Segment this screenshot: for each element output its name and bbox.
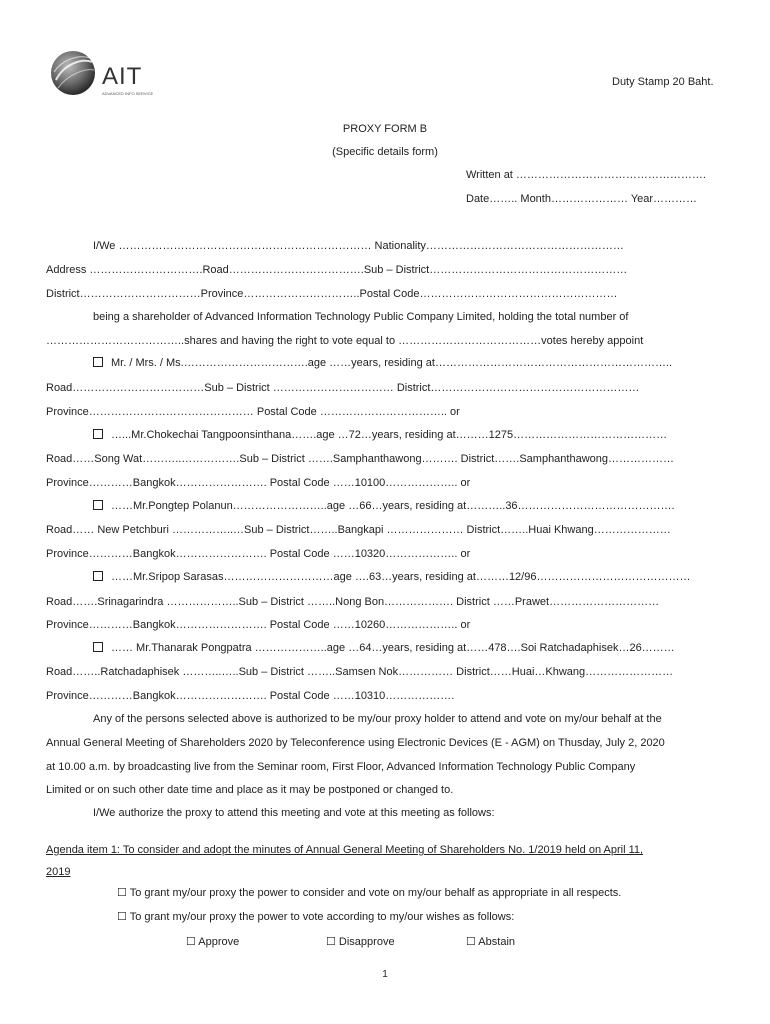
agenda-item-heading-cont: 2019 [46,866,71,878]
proxy-line: …… Mr.Thanarak Pongpatra ………………..age …64…years, residing at……478….Soi Ratchadaphisek…26……… [93,641,675,655]
company-logo [46,50,176,102]
shares-line: ………………………………..shares and having the right to vote equal to …………………………………votes hereby appoint [46,335,644,347]
address-line: Address ………………………….Road……………………………….Sub – District……………………………………………… [46,264,628,276]
proxy-road-line: Road…….Srinagarindra ………………..Sub – District ……..Nong Bon………………. District ……Prawet………………………… [46,596,660,608]
proxy-checkbox[interactable] [93,571,103,581]
authorization-paragraph-line: Limited or on such other date time and place as it may be postponed or changed to. [46,784,454,796]
page-number: 1 [382,969,388,980]
proxy-province-line: Province…………Bangkok……………………. Postal Code ……10260……………….. or [46,619,471,631]
authorization-paragraph-line: Annual General Meeting of Shareholders 2020 by Teleconference using Electronic Devices (E - AGM) on Thusday, July 2, 2020 [46,737,665,749]
approve-option[interactable]: ☐ Approve [186,936,240,948]
proxy-line: ……Mr.Pongtep Polanun……………………..age …66…years, residing at………..36……………………………………. [93,499,675,513]
option-full-power[interactable]: ☐ To grant my/our proxy the power to consider and vote on my/our behalf as appropriate in all respects. [117,887,622,899]
form-title: PROXY FORM B [342,123,428,135]
proxy-province-line: Province…………Bangkok……………………. Postal Code ……10310………………. [46,690,455,702]
proxy-checkbox[interactable] [93,429,103,439]
proxy-checkbox[interactable] [93,500,103,510]
proxy-line: ……Mr.Sripop Sarasas…………………………age ….63…years, residing at………12/96…………………………………… [93,570,690,584]
proxy-road-line: Road………………………………Sub – District …………………………… District………………………………………………… [46,382,640,394]
agenda-item-heading: Agenda item 1: To consider and adopt the minutes of Annual General Meeting of Shareholders No. 1/2019 held on April 11, [46,844,644,856]
proxy-province-line: Province……………………………………… Postal Code …………………………….. or [46,406,460,418]
disapprove-option[interactable]: ☐ Disapprove [326,936,395,948]
proxy-province-line: Province…………Bangkok……………………. Postal Code ……10100……………….. or [46,477,471,489]
shareholder-name-line: I/We …………………………………………………………… Nationality……………………………………………… [93,240,624,252]
option-specific-vote[interactable]: ☐ To grant my/our proxy the power to vote according to my/our wishes as follows: [117,911,515,923]
proxy-province-line: Province…………Bangkok……………………. Postal Code ……10320……………….. or [46,548,471,560]
shareholder-statement: being a shareholder of Advanced Information Technology Public Company Limited, holding the total number of [93,311,629,323]
proxy-checkbox[interactable] [93,357,103,367]
authorization-paragraph-line: at 10.00 a.m. by broadcasting live from the Seminar room, First Floor, Advanced Information Technology Public Company [46,761,636,773]
authorization-paragraph-line: Any of the persons selected above is authorized to be my/our proxy holder to attend and vote on my/our behalf at the [93,713,662,725]
district-line: District……………………………Province…………………………..Postal Code……………………………………………… [46,288,618,300]
proxy-line: …...Mr.Chokechai Tangpoonsinthana…….age …72…years, residing at………1275…………………………………… [93,428,667,442]
form-subtitle: (Specific details form) [332,146,438,158]
proxy-checkbox[interactable] [93,642,103,652]
proxy-road-line: Road…… New Petchburi ……………..…Sub – District……..Bangkapi ………………… District……..Huai Khwang………………… [46,524,671,536]
written-at-line: Written at ……………………………………………. [466,169,706,181]
logo-subtext: ADVANCED INFO SERVICE [102,91,154,96]
proxy-road-line: Road……Song Wat………..…………….Sub – District …….Samphanthawong………. District…….Samphanthawong……………… [46,453,675,465]
duty-stamp: Duty Stamp 20 Baht. [612,76,714,88]
abstain-option[interactable]: ☐ Abstain [466,936,516,948]
authorization-statement: I/We authorize the proxy to attend this meeting and vote at this meeting as follows: [93,807,495,819]
logo-text: AIT [102,63,143,90]
proxy-line: Mr. / Mrs. / Ms.…………………………….age ……years, residing at……………………………………………………….. [93,356,672,370]
proxy-road-line: Road……..Ratchadaphisek ………..…..Sub – District ……..Samsen Nok…………… District……Huai…Khwang…………………… [46,666,674,678]
date-line: Date…….. Month………………… Year………… [466,193,698,205]
